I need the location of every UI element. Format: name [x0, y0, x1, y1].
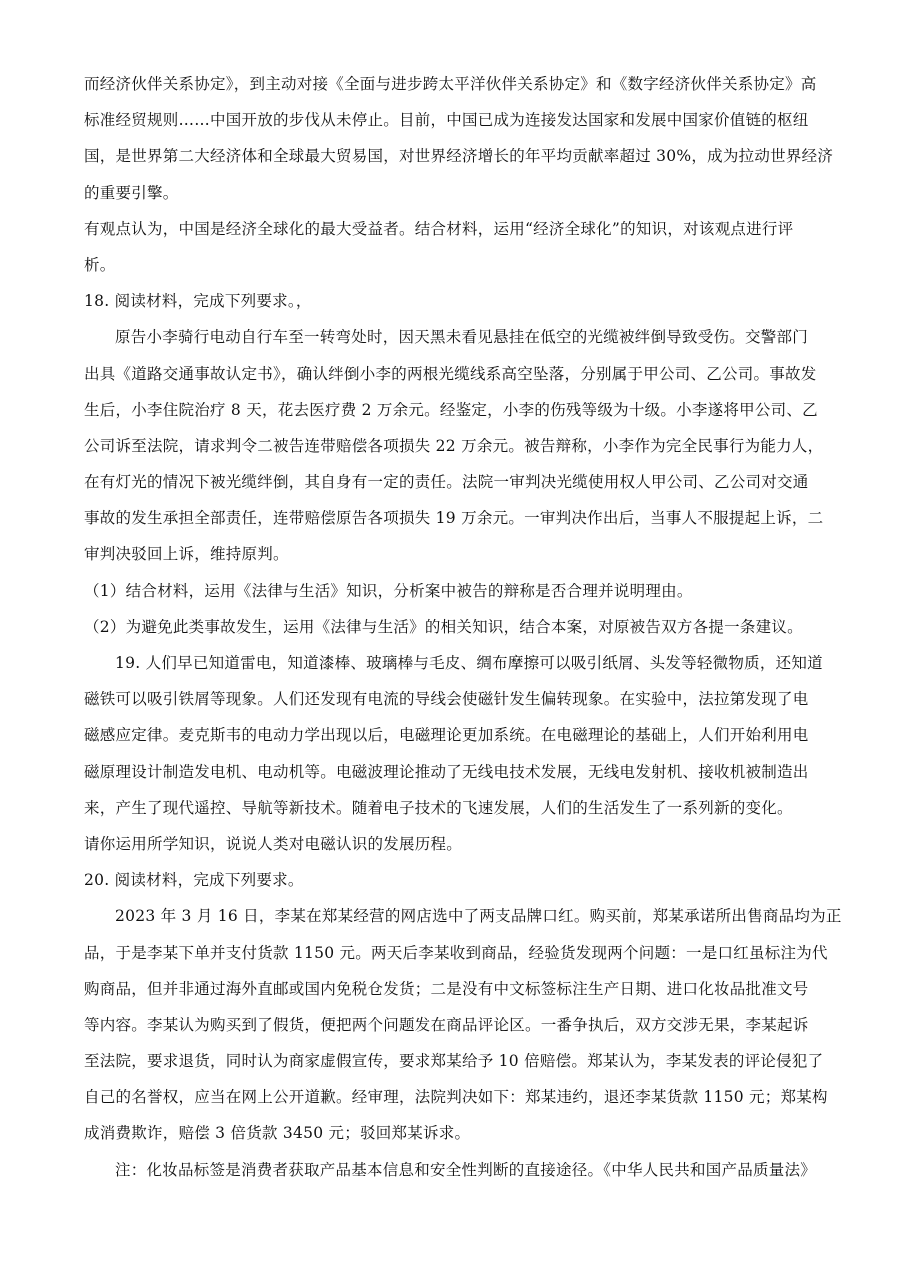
text-line: 析。 — [84, 255, 116, 274]
q20-material — [84, 898, 842, 1151]
text-line: 生后，小李住院治疗 8 天，花去医疗费 2 万余元。经鉴定，小李的伤残等级为十级。小李遂将甲公司、乙 — [84, 400, 818, 419]
text-line: 自己的名誉权，应当在网上公开道歉。经审理，法院判决如下：郑某违约，退还李某货款 1150 元；郑某构 — [84, 1088, 828, 1107]
q19-material — [84, 645, 824, 826]
text-line: 购商品，但并非通过海外直邮或国内免税仓发货；二是没有中文标签标注生产日期、进口化妆品批准文号 — [84, 979, 809, 998]
text-line: 国，是世界第二大经济体和全球最大贸易国，对世界经济增长的年平均贡献率超过 30%，成为拉动世界经济 — [84, 147, 834, 166]
text-line: 至法院，要求退货，同时认为商家虚假宣传，要求郑某给予 10 倍赔偿。郑某认为，李某发表的评论侵犯了 — [84, 1052, 824, 1071]
text-line: 审判决驳回上诉，维持原判。 — [84, 545, 289, 564]
text-line: 磁感应定律。麦克斯韦的电动力学出现以后，电磁理论更加系统。在电磁理论的基础上，人们开始利用电 — [84, 726, 809, 745]
text-line: 磁铁可以吸引铁屑等现象。人们还发现有电流的导线会使磁针发生偏转现象。在实验中，法拉第发现了电 — [84, 690, 809, 709]
q18-material — [84, 319, 824, 572]
text-line: 而经济伙伴关系协定》，到主动对接《全面与进步跨太平洋伙伴关系协定》和《数字经济伙伴关系协定》高 — [84, 75, 817, 93]
text-line: 标准经贸规则……中国开放的步伐从未停止。目前，中国已成为连接发达国家和发展中国家价值链的枢纽 — [84, 111, 809, 130]
q18-title: 18. 阅读材料，完成下列要求。， — [84, 292, 312, 311]
q20-note: 注：化妆品标签是消费者获取产品基本信息和安全性判断的直接途径。《中华人民共和国产品质量法》 — [115, 1160, 817, 1179]
text-line: 出具《道路交通事故认定书》，确认绊倒小李的两根光缆线系高空坠落，分别属于甲公司、乙公司。事故发 — [84, 364, 817, 383]
text-line: 有观点认为，中国是经济全球化的最大受益者。结合材料，运用“经济全球化”的知识，对该观点进行评 — [84, 219, 794, 238]
text-line: 磁原理设计制造发电机、电动机等。电磁波理论推动了无线电技术发展，无线电发射机、接收机被制造出 — [84, 762, 809, 781]
text-line: 品，于是李某下单并支付货款 1150 元。两天后李某收到商品，经验货发现两个问题：一是口红虽标注为代 — [84, 943, 828, 962]
text-line: 来，产生了现代遥控、导航等新技术。随着电子技术的飞速发展，人们的生活发生了一系列新的变化。 — [84, 798, 793, 817]
text-line: 原告小李骑行电动自行车至一转弯处时，因天黑未看见悬挂在低空的光缆被绊倒导致受伤。交警部门 — [115, 328, 809, 347]
q17-material-tail — [84, 66, 834, 211]
q18-subquestion-1: （1）结合材料，运用《法律与生活》知识，分析案中被告的辩称是否合理并说明理由。 — [84, 581, 693, 600]
text-line: 19. 人们早已知道雷电，知道漆棒、玻璃棒与毛皮、绸布摩擦可以吸引纸屑、头发等轻微物质，还知道 — [115, 654, 823, 672]
q17-question — [84, 211, 824, 283]
text-line: 公司诉至法院，请求判令二被告连带赔偿各项损失 22 万余元。被告辩称，小李作为完全民事行为能力人， — [84, 436, 824, 455]
q18-subquestion-2: （2）为避免此类事故发生，运用《法律与生活》的相关知识，结合本案，对原被告双方各提一条建议。 — [84, 617, 803, 636]
text-line: 等内容。李某认为购买到了假货，便把两个问题发在商品评论区。一番争执后，双方交涉无果，李某起诉 — [84, 1015, 809, 1034]
text-line: 在有灯光的情况下被光缆绊倒，其自身有一定的责任。法院一审判决光缆使用权人甲公司、乙公司对交通 — [84, 473, 809, 492]
q19-question: 请你运用所学知识，说说人类对电磁认识的发展历程。 — [84, 834, 463, 853]
text-line: 事故的发生承担全部责任，连带赔偿原告各项损失 19 万余元。一审判决作出后，当事人不服提起上诉，二 — [84, 509, 824, 528]
text-line: 成消费欺诈，赔偿 3 倍货款 3450 元；驳回郑某诉求。 — [84, 1124, 471, 1143]
text-line: 的重要引擎。 — [84, 183, 179, 202]
q20-title: 20. 阅读材料，完成下列要求。 — [84, 871, 304, 890]
document-page — [84, 66, 842, 1188]
text-line: 2023 年 3 月 16 日，李某在郑某经营的网店选中了两支品牌口红。购买前，郑某承诺所出售商品均为正 — [115, 907, 842, 926]
